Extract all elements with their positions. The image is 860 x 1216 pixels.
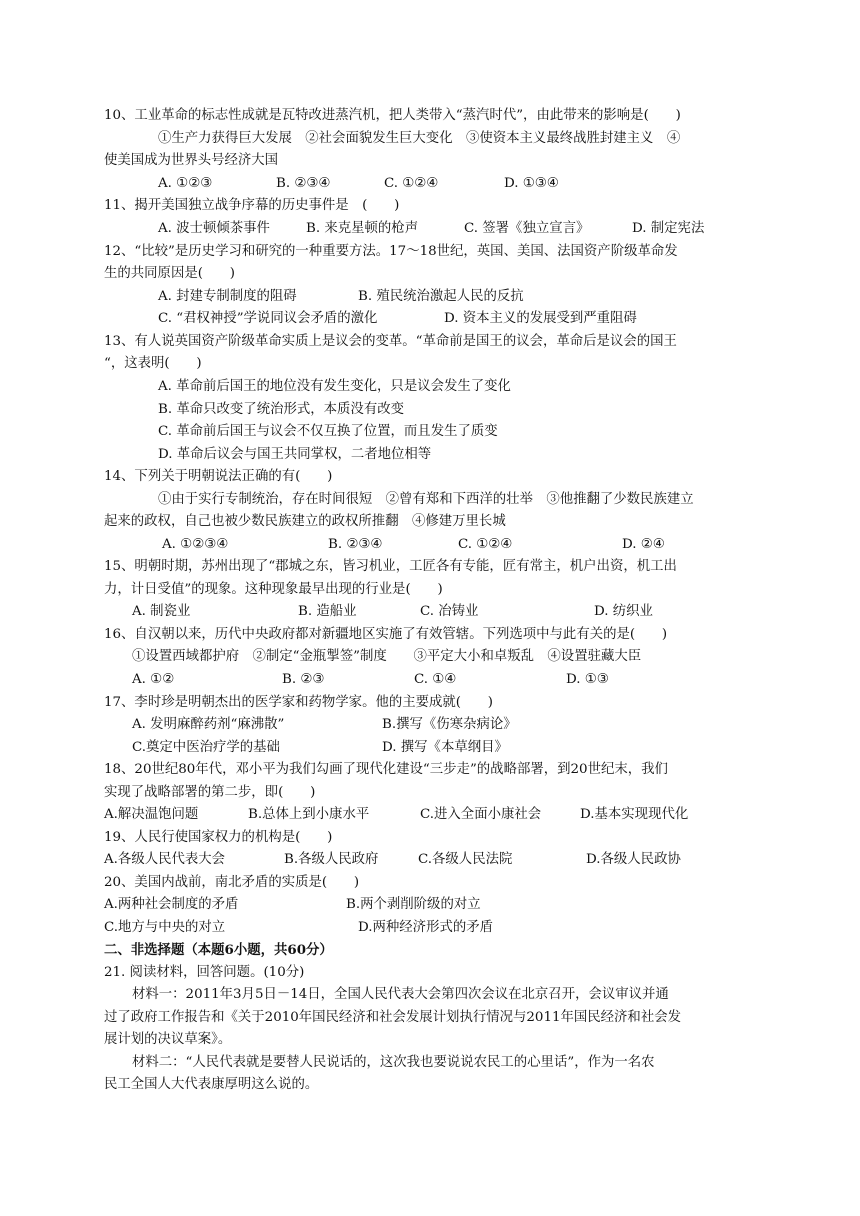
q15-option-b: B. 造船业 xyxy=(298,604,357,619)
q12-stem-line1: 12、“比较”是历史学习和研究的一种重要方法。17～18世纪，英国、美国、法国资产阶级革命发 xyxy=(104,244,678,259)
q14-option-a: A. ①②③④ xyxy=(162,537,229,552)
q19-option-a: A.各级人民代表大会 xyxy=(104,852,226,867)
q12-option-d: D. 资本主义的发展受到严重阻碍 xyxy=(444,311,637,326)
q11-option-c: C. 签署《独立宣言》 xyxy=(464,221,590,236)
q16-option-b: B. ②③ xyxy=(282,672,325,687)
q14-stem: 14、下列关于明朝说法正确的有( ) xyxy=(104,469,333,484)
q18-option-a: A.解决温饱问题 xyxy=(104,807,199,822)
q20-stem: 20、美国内战前，南北矛盾的实质是( ) xyxy=(104,875,360,890)
q11-stem-line: 11、揭开美国独立战争序幕的历史事件是 ( ) xyxy=(104,198,400,213)
q18-stem-line1: 18、20世纪80年代，邓小平为我们勾画了现代化建设“三步走”的战略部署，到20世纪末，我们 xyxy=(104,762,668,777)
q16-option-d: D. ①③ xyxy=(566,672,609,687)
q13-option-c: C. 革命前后国王与议会不仅互换了位置，而且发生了质变 xyxy=(158,424,498,439)
q10-stem: 10、工业革命的标志性成就是瓦特改进蒸汽机，把人类带入“蒸汽时代”，由此带来的影响是( ) xyxy=(104,108,681,123)
q21-stem: 21. 阅读材料，回答问题。(10分) xyxy=(104,965,305,980)
q13-stem-line2: “，这表明( ) xyxy=(104,356,202,371)
q14-option-b: B. ②③④ xyxy=(328,537,383,552)
q17-option-b: B.撰写《伤寒杂病论》 xyxy=(382,717,517,732)
q21-material1-line2: 过了政府工作报告和《关于2010年国民经济和社会发展计划执行情况与2011年国民经济和社会发 xyxy=(104,1010,681,1025)
q10-option-a: A. ①②③ xyxy=(158,176,213,191)
q16-stem: 16、自汉朝以来，历代中央政府都对新疆地区实施了有效管辖。下列选项中与此有关的是( ) xyxy=(104,627,668,642)
q20-option-d: D.两种经济形式的矛盾 xyxy=(358,920,494,935)
q20-option-b: B.两个剥削阶级的对立 xyxy=(346,897,481,912)
q17-stem: 17、李时珍是明朝杰出的医学家和药物学家。他的主要成就( ) xyxy=(104,695,494,710)
q15-option-c: C. 冶铸业 xyxy=(420,604,479,619)
q18-option-d: D.基本实现现代化 xyxy=(580,807,689,822)
q10-option-b: B. ②③④ xyxy=(276,176,331,191)
q19-stem: 19、人民行使国家权力的机构是( ) xyxy=(104,830,333,845)
q19-option-c: C.各级人民法院 xyxy=(418,852,513,867)
q19-option-d: D.各级人民政协 xyxy=(586,852,681,867)
section2-heading: 二、非选择题（本题6小题，共60分） xyxy=(104,942,333,958)
q18-stem-line2: 实现了战略部署的第二步，即( ) xyxy=(104,785,316,800)
q11-option-a: A. 波士顿倾茶事件 xyxy=(158,221,270,236)
q16-option-c: C. ①④ xyxy=(414,672,457,687)
q10-option-d: D. ①③④ xyxy=(504,176,559,191)
q16-option-a: A. ①② xyxy=(132,672,175,687)
q17-option-d: D. 撰写《本草纲目》 xyxy=(382,740,508,755)
q18-option-c: C.进入全面小康社会 xyxy=(420,807,542,822)
q17-option-a: A. 发明麻醉药剂“麻沸散” xyxy=(132,717,285,732)
q21-material2-line1: 材料二：“人民代表就是要替人民说话的，这次我也要说说农民工的心里话”，作为一名农 xyxy=(132,1055,655,1070)
q15-option-a: A. 制瓷业 xyxy=(132,604,191,619)
q15-option-d: D. 纺织业 xyxy=(594,604,653,619)
q21-material1-line1: 材料一：2011年3月5日－14日，全国人民代表大会第四次会议在北京召开，会议审议并通 xyxy=(132,987,669,1002)
q21-material1-line3: 展计划的决议草案》。 xyxy=(104,1032,232,1047)
q14-option-c: C. ①②④ xyxy=(458,537,513,552)
q17-option-c: C.奠定中医治疗学的基础 xyxy=(132,740,280,755)
q13-option-d: D. 革命后议会与国王共同掌权，二者地位相等 xyxy=(158,447,432,462)
q20-option-a: A.两种社会制度的矛盾 xyxy=(104,897,239,912)
q12-option-c: C. “君权神授”学说同议会矛盾的激化 xyxy=(158,311,378,326)
q13-stem-line1: 13、有人说英国资产阶级革命实质上是议会的变革。“革命前是国王的议会，革命后是议会的国王 xyxy=(104,334,677,349)
q11-option-b: B. 来克星顿的枪声 xyxy=(306,221,419,236)
q21-material2-line2: 民工全国人大代表康厚明这么说的。 xyxy=(104,1077,319,1092)
q10-items-line1: ①生产力获得巨大发展 ②社会面貌发生巨大变化 ③使资本主义最终战胜封建主义 ④ xyxy=(158,131,681,146)
q10-option-c: C. ①②④ xyxy=(384,176,439,191)
q16-items: ①设置西域都护府 ②制定“金瓶掣签”制度 ③平定大小和卓叛乱 ④设置驻藏大臣 xyxy=(132,649,642,664)
q11-option-d: D. 制定宪法 xyxy=(632,221,705,236)
q10-items-line2: 使美国成为世界头号经济大国 xyxy=(104,153,279,168)
q14-items-line2: 起来的政权，自己也被少数民族建立的政权所推翻 ④修建万里长城 xyxy=(104,514,506,529)
q15-stem-line2: 力，计日受值”的现象。这种现象最早出现的行业是( ) xyxy=(104,582,443,597)
q20-option-c: C.地方与中央的对立 xyxy=(104,920,226,935)
q19-option-b: B.各级人民政府 xyxy=(284,852,379,867)
q14-option-d: D. ②④ xyxy=(622,537,665,552)
q15-stem-line1: 15、明朝时期，苏州出现了“郡城之东，皆习机业，工匠各有专能，匠有常主，机户出资，机工出 xyxy=(104,559,677,574)
q12-option-b: B. 殖民统治激起人民的反抗 xyxy=(358,289,524,304)
q13-option-a: A. 革命前后国王的地位没有发生变化，只是议会发生了变化 xyxy=(158,379,511,394)
q14-items-line1: ①由于实行专制统治，存在时间很短 ②曾有郑和下西洋的壮举 ③他推翻了少数民族建立 xyxy=(158,492,694,507)
q18-option-b: B.总体上到小康水平 xyxy=(248,807,370,822)
q12-stem-line2: 生的共同原因是( ) xyxy=(104,266,235,281)
q13-option-b: B. 革命只改变了统治形式，本质没有改变 xyxy=(158,402,404,417)
q12-option-a: A. 封建专制制度的阻碍 xyxy=(158,289,297,304)
